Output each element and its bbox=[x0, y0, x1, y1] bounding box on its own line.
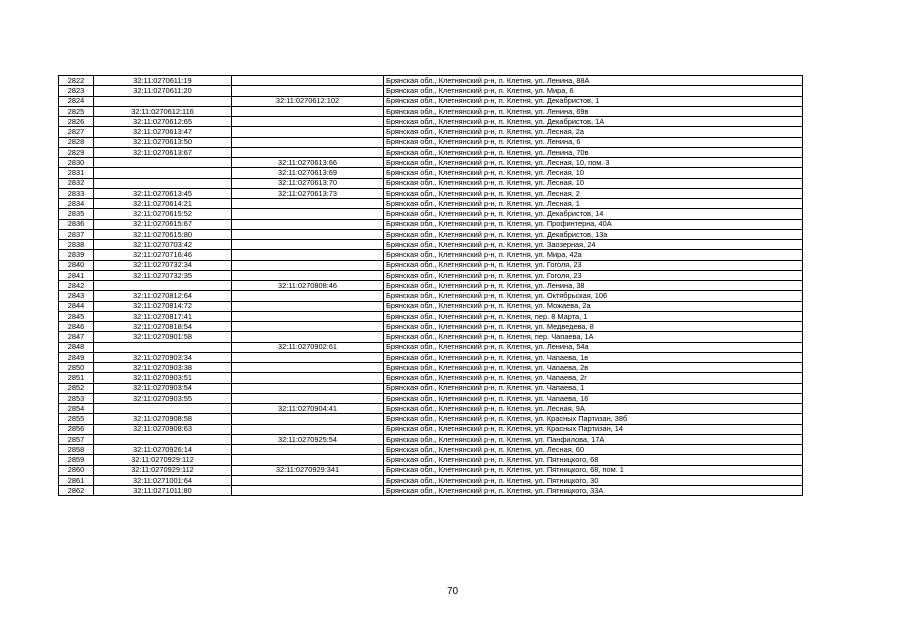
row-number-cell: 2824 bbox=[59, 96, 94, 106]
address-cell: Брянская обл., Клетнянский р-н, п. Клетня, ул. Декабристов, 13а bbox=[384, 229, 803, 239]
object-cadastral-number-cell bbox=[232, 219, 384, 229]
table-row bbox=[59, 311, 803, 321]
address-cell: Брянская обл., Клетнянский р-н, п. Клетня, ул. Можаева, 2а bbox=[384, 301, 803, 311]
address-cell: Брянская обл., Клетнянский р-н, п. Клетня, ул. Октябрьская, 106 bbox=[384, 291, 803, 301]
table-row bbox=[59, 281, 803, 291]
object-cadastral-number-cell bbox=[232, 383, 384, 393]
object-cadastral-number-cell bbox=[232, 414, 384, 424]
address-cell: Брянская обл., Клетнянский р-н, п. Клетня, пер. 8 Марта, 1 bbox=[384, 311, 803, 321]
object-cadastral-number-cell bbox=[232, 117, 384, 127]
table-row bbox=[59, 363, 803, 373]
address-cell: Брянская обл., Клетнянский р-н, п. Клетня, ул. Заозерная, 24 bbox=[384, 240, 803, 250]
cadastral-number-cell bbox=[94, 434, 232, 444]
object-cadastral-number-cell bbox=[232, 76, 384, 86]
address-cell: Брянская обл., Клетнянский р-н, п. Клетня, ул. Гоголя, 23 bbox=[384, 270, 803, 280]
address-cell: Брянская обл., Клетнянский р-н, п. Клетня, ул. Чапаева, 16 bbox=[384, 393, 803, 403]
row-number-cell: 2839 bbox=[59, 250, 94, 260]
address-cell: Брянская обл., Клетнянский р-н, п. Клетня, ул. Ленина, 6 bbox=[384, 137, 803, 147]
table-row bbox=[59, 209, 803, 219]
cadastral-number-cell: 32:11:0270732:34 bbox=[94, 260, 232, 270]
table-row bbox=[59, 178, 803, 188]
cadastral-number-cell: 32:11:0270703:42 bbox=[94, 240, 232, 250]
cadastral-number-cell: 32:11:0270812:64 bbox=[94, 291, 232, 301]
address-cell: Брянская обл., Клетнянский р-н, п. Клетня, ул. Пятницкого, 33А bbox=[384, 486, 803, 496]
table-row bbox=[59, 332, 803, 342]
object-cadastral-number-cell bbox=[232, 291, 384, 301]
address-cell: Брянская обл., Клетнянский р-н, п. Клетня, ул. Ленина, 54а bbox=[384, 342, 803, 352]
cadastral-number-cell: 32:11:0270903:34 bbox=[94, 352, 232, 362]
object-cadastral-number-cell bbox=[232, 322, 384, 332]
table-row bbox=[59, 465, 803, 475]
row-number-cell: 2835 bbox=[59, 209, 94, 219]
object-cadastral-number-cell: 32:11:0270613:69 bbox=[232, 168, 384, 178]
object-cadastral-number-cell bbox=[232, 332, 384, 342]
row-number-cell: 2827 bbox=[59, 127, 94, 137]
row-number-cell: 2857 bbox=[59, 434, 94, 444]
cadastral-number-cell: 32:11:0270903:54 bbox=[94, 383, 232, 393]
cadastral-number-cell bbox=[94, 404, 232, 414]
cadastral-number-cell: 32:11:0270613:50 bbox=[94, 137, 232, 147]
address-cell: Брянская обл., Клетнянский р-н, п. Клетня, ул. Лесная, 9А bbox=[384, 404, 803, 414]
address-cell: Брянская обл., Клетнянский р-н, п. Клетня, ул. Ленина, 69в bbox=[384, 106, 803, 116]
table-row bbox=[59, 96, 803, 106]
table-row bbox=[59, 445, 803, 455]
object-cadastral-number-cell bbox=[232, 486, 384, 496]
object-cadastral-number-cell bbox=[232, 301, 384, 311]
cadastral-number-cell bbox=[94, 158, 232, 168]
row-number-cell: 2846 bbox=[59, 322, 94, 332]
object-cadastral-number-cell bbox=[232, 147, 384, 157]
table-row bbox=[59, 414, 803, 424]
object-cadastral-number-cell bbox=[232, 127, 384, 137]
row-number-cell: 2858 bbox=[59, 445, 94, 455]
table-row bbox=[59, 393, 803, 403]
table-row bbox=[59, 486, 803, 496]
cadastral-number-cell: 32:11:0270614:21 bbox=[94, 199, 232, 209]
row-number-cell: 2854 bbox=[59, 404, 94, 414]
row-number-cell: 2856 bbox=[59, 424, 94, 434]
object-cadastral-number-cell: 32:11:0270613:70 bbox=[232, 178, 384, 188]
table-row bbox=[59, 475, 803, 485]
object-cadastral-number-cell: 32:11:0270613:73 bbox=[232, 188, 384, 198]
cadastral-number-cell: 32:11:0270611:20 bbox=[94, 86, 232, 96]
row-number-cell: 2831 bbox=[59, 168, 94, 178]
address-cell: Брянская обл., Клетнянский р-н, п. Клетня, ул. Красных Партизан, 38б bbox=[384, 414, 803, 424]
row-number-cell: 2828 bbox=[59, 137, 94, 147]
address-cell: Брянская обл., Клетнянский р-н, п. Клетня, ул. Панфилова, 17А bbox=[384, 434, 803, 444]
registry-table bbox=[58, 75, 803, 496]
object-cadastral-number-cell bbox=[232, 229, 384, 239]
object-cadastral-number-cell bbox=[232, 137, 384, 147]
row-number-cell: 2842 bbox=[59, 281, 94, 291]
table-row bbox=[59, 301, 803, 311]
cadastral-number-cell: 32:11:0270901:58 bbox=[94, 332, 232, 342]
cadastral-number-cell: 32:11:0270615:80 bbox=[94, 229, 232, 239]
cadastral-number-cell: 32:11:0270613:47 bbox=[94, 127, 232, 137]
table-row bbox=[59, 383, 803, 393]
address-cell: Брянская обл., Клетнянский р-н, п. Клетня, ул. Пятницкого, 68 bbox=[384, 455, 803, 465]
object-cadastral-number-cell: 32:11:0270808:46 bbox=[232, 281, 384, 291]
table-row bbox=[59, 342, 803, 352]
address-cell: Брянская обл., Клетнянский р-н, п. Клетня, ул. Ленина, 88А bbox=[384, 76, 803, 86]
cadastral-number-cell bbox=[94, 342, 232, 352]
address-cell: Брянская обл., Клетнянский р-н, п. Клетня, ул. Лесная, 2а bbox=[384, 127, 803, 137]
page-number: 70 bbox=[446, 586, 459, 597]
table-row bbox=[59, 270, 803, 280]
object-cadastral-number-cell: 32:11:0270904:41 bbox=[232, 404, 384, 414]
address-cell: Брянская обл., Клетнянский р-н, п. Клетня, ул. Мира, 6 bbox=[384, 86, 803, 96]
cadastral-number-cell: 32:11:0270732:35 bbox=[94, 270, 232, 280]
row-number-cell: 2861 bbox=[59, 475, 94, 485]
row-number-cell: 2836 bbox=[59, 219, 94, 229]
cadastral-number-cell: 32:11:0270926:14 bbox=[94, 445, 232, 455]
object-cadastral-number-cell bbox=[232, 209, 384, 219]
table-row bbox=[59, 229, 803, 239]
row-number-cell: 2843 bbox=[59, 291, 94, 301]
table-row bbox=[59, 106, 803, 116]
cadastral-number-cell: 32:11:0270814:72 bbox=[94, 301, 232, 311]
table-row bbox=[59, 117, 803, 127]
address-cell: Брянская обл., Клетнянский р-н, п. Клетня, пер. Чапаева, 1А bbox=[384, 332, 803, 342]
cadastral-number-cell bbox=[94, 96, 232, 106]
table-row bbox=[59, 322, 803, 332]
table-row bbox=[59, 434, 803, 444]
cadastral-number-cell: 32:11:0270929:112 bbox=[94, 465, 232, 475]
object-cadastral-number-cell bbox=[232, 106, 384, 116]
table-row bbox=[59, 219, 803, 229]
object-cadastral-number-cell: 32:11:0270929:341 bbox=[232, 465, 384, 475]
cadastral-number-cell: 32:11:0270903:55 bbox=[94, 393, 232, 403]
cadastral-number-cell: 32:11:0270908:58 bbox=[94, 414, 232, 424]
row-number-cell: 2844 bbox=[59, 301, 94, 311]
registry-table-body bbox=[59, 76, 803, 496]
address-cell: Брянская обл., Клетнянский р-н, п. Клетня, ул. Лесная, 60 bbox=[384, 445, 803, 455]
cadastral-number-cell: 32:11:0270908:63 bbox=[94, 424, 232, 434]
table-row bbox=[59, 291, 803, 301]
cadastral-number-cell: 32:11:0270612:65 bbox=[94, 117, 232, 127]
table-row bbox=[59, 404, 803, 414]
row-number-cell: 2833 bbox=[59, 188, 94, 198]
table-row bbox=[59, 188, 803, 198]
address-cell: Брянская обл., Клетнянский р-н, п. Клетня, ул. Декабристов, 1А bbox=[384, 117, 803, 127]
object-cadastral-number-cell bbox=[232, 86, 384, 96]
address-cell: Брянская обл., Клетнянский р-н, п. Клетня, ул. Лесная, 10 bbox=[384, 168, 803, 178]
row-number-cell: 2845 bbox=[59, 311, 94, 321]
table-row bbox=[59, 260, 803, 270]
cadastral-number-cell bbox=[94, 168, 232, 178]
row-number-cell: 2832 bbox=[59, 178, 94, 188]
object-cadastral-number-cell bbox=[232, 250, 384, 260]
object-cadastral-number-cell bbox=[232, 445, 384, 455]
object-cadastral-number-cell bbox=[232, 260, 384, 270]
row-number-cell: 2847 bbox=[59, 332, 94, 342]
address-cell: Брянская обл., Клетнянский р-н, п. Клетня, ул. Ленина, 70в bbox=[384, 147, 803, 157]
address-cell: Брянская обл., Клетнянский р-н, п. Клетня, ул. Декабристов, 14 bbox=[384, 209, 803, 219]
address-cell: Брянская обл., Клетнянский р-н, п. Клетня, ул. Чапаева, 1 bbox=[384, 383, 803, 393]
row-number-cell: 2829 bbox=[59, 147, 94, 157]
address-cell: Брянская обл., Клетнянский р-н, п. Клетня, ул. Пятницкого, 30 bbox=[384, 475, 803, 485]
table-row bbox=[59, 168, 803, 178]
address-cell: Брянская обл., Клетнянский р-н, п. Клетня, ул. Чапаева, 1в bbox=[384, 352, 803, 362]
row-number-cell: 2841 bbox=[59, 270, 94, 280]
row-number-cell: 2834 bbox=[59, 199, 94, 209]
cadastral-number-cell: 32:11:0270818:54 bbox=[94, 322, 232, 332]
row-number-cell: 2850 bbox=[59, 363, 94, 373]
row-number-cell: 2823 bbox=[59, 86, 94, 96]
row-number-cell: 2860 bbox=[59, 465, 94, 475]
cadastral-number-cell: 32:11:0270613:67 bbox=[94, 147, 232, 157]
address-cell: Брянская обл., Клетнянский р-н, п. Клетня, ул. Ленина, 38 bbox=[384, 281, 803, 291]
row-number-cell: 2830 bbox=[59, 158, 94, 168]
row-number-cell: 2852 bbox=[59, 383, 94, 393]
object-cadastral-number-cell bbox=[232, 363, 384, 373]
object-cadastral-number-cell bbox=[232, 393, 384, 403]
table-row bbox=[59, 455, 803, 465]
row-number-cell: 2848 bbox=[59, 342, 94, 352]
cadastral-number-cell: 32:11:0270903:38 bbox=[94, 363, 232, 373]
table-row bbox=[59, 373, 803, 383]
address-cell: Брянская обл., Клетнянский р-н, п. Клетня, ул. Пятницкого, 68, пом. 1 bbox=[384, 465, 803, 475]
row-number-cell: 2840 bbox=[59, 260, 94, 270]
cadastral-number-cell: 32:11:0271001:64 bbox=[94, 475, 232, 485]
object-cadastral-number-cell bbox=[232, 352, 384, 362]
table-row bbox=[59, 158, 803, 168]
cadastral-number-cell: 32:11:0271011:80 bbox=[94, 486, 232, 496]
object-cadastral-number-cell: 32:11:0270902:61 bbox=[232, 342, 384, 352]
row-number-cell: 2859 bbox=[59, 455, 94, 465]
object-cadastral-number-cell bbox=[232, 373, 384, 383]
cadastral-number-cell: 32:11:0270716:46 bbox=[94, 250, 232, 260]
cadastral-number-cell: 32:11:0270613:45 bbox=[94, 188, 232, 198]
cadastral-number-cell: 32:11:0270817:41 bbox=[94, 311, 232, 321]
object-cadastral-number-cell bbox=[232, 311, 384, 321]
object-cadastral-number-cell bbox=[232, 199, 384, 209]
table-row bbox=[59, 147, 803, 157]
cadastral-number-cell: 32:11:0270615:67 bbox=[94, 219, 232, 229]
address-cell: Брянская обл., Клетнянский р-н, п. Клетня, ул. Лесная, 2 bbox=[384, 188, 803, 198]
address-cell: Брянская обл., Клетнянский р-н, п. Клетня, ул. Красных Партизан, 14 bbox=[384, 424, 803, 434]
table-row bbox=[59, 137, 803, 147]
address-cell: Брянская обл., Клетнянский р-н, п. Клетня, ул. Гоголя, 23 bbox=[384, 260, 803, 270]
address-cell: Брянская обл., Клетнянский р-н, п. Клетня, ул. Профинтерна, 40А bbox=[384, 219, 803, 229]
row-number-cell: 2826 bbox=[59, 117, 94, 127]
table-row bbox=[59, 76, 803, 86]
object-cadastral-number-cell: 32:11:0270613:66 bbox=[232, 158, 384, 168]
cadastral-number-cell bbox=[94, 178, 232, 188]
object-cadastral-number-cell bbox=[232, 475, 384, 485]
table-row bbox=[59, 352, 803, 362]
row-number-cell: 2851 bbox=[59, 373, 94, 383]
object-cadastral-number-cell bbox=[232, 424, 384, 434]
cadastral-number-cell: 32:11:0270903:51 bbox=[94, 373, 232, 383]
cadastral-number-cell: 32:11:0270611:19 bbox=[94, 76, 232, 86]
table-row bbox=[59, 127, 803, 137]
row-number-cell: 2853 bbox=[59, 393, 94, 403]
cadastral-number-cell: 32:11:0270615:52 bbox=[94, 209, 232, 219]
address-cell: Брянская обл., Клетнянский р-н, п. Клетня, ул. Лесная, 1 bbox=[384, 199, 803, 209]
address-cell: Брянская обл., Клетнянский р-н, п. Клетня, ул. Медведева, 8 bbox=[384, 322, 803, 332]
table-row bbox=[59, 86, 803, 96]
row-number-cell: 2825 bbox=[59, 106, 94, 116]
object-cadastral-number-cell bbox=[232, 240, 384, 250]
address-cell: Брянская обл., Клетнянский р-н, п. Клетня, ул. Чапаева, 2в bbox=[384, 363, 803, 373]
row-number-cell: 2855 bbox=[59, 414, 94, 424]
address-cell: Брянская обл., Клетнянский р-н, п. Клетня, ул. Лесная, 10 bbox=[384, 178, 803, 188]
row-number-cell: 2837 bbox=[59, 229, 94, 239]
address-cell: Брянская обл., Клетнянский р-н, п. Клетня, ул. Лесная, 10, пом. 3 bbox=[384, 158, 803, 168]
row-number-cell: 2862 bbox=[59, 486, 94, 496]
address-cell: Брянская обл., Клетнянский р-н, п. Клетня, ул. Чапаева, 2г bbox=[384, 373, 803, 383]
table-row bbox=[59, 199, 803, 209]
cadastral-number-cell bbox=[94, 281, 232, 291]
table-row bbox=[59, 424, 803, 434]
row-number-cell: 2849 bbox=[59, 352, 94, 362]
object-cadastral-number-cell: 32:11:0270925:54 bbox=[232, 434, 384, 444]
object-cadastral-number-cell: 32:11:0270612:102 bbox=[232, 96, 384, 106]
object-cadastral-number-cell bbox=[232, 455, 384, 465]
row-number-cell: 2838 bbox=[59, 240, 94, 250]
cadastral-number-cell: 32:11:0270929:112 bbox=[94, 455, 232, 465]
row-number-cell: 2822 bbox=[59, 76, 94, 86]
table-row bbox=[59, 250, 803, 260]
cadastral-number-cell: 32:11:0270612:116 bbox=[94, 106, 232, 116]
table-row bbox=[59, 240, 803, 250]
address-cell: Брянская обл., Клетнянский р-н, п. Клетня, ул. Декабристов, 1 bbox=[384, 96, 803, 106]
object-cadastral-number-cell bbox=[232, 270, 384, 280]
address-cell: Брянская обл., Клетнянский р-н, п. Клетня, ул. Мира, 42а bbox=[384, 250, 803, 260]
